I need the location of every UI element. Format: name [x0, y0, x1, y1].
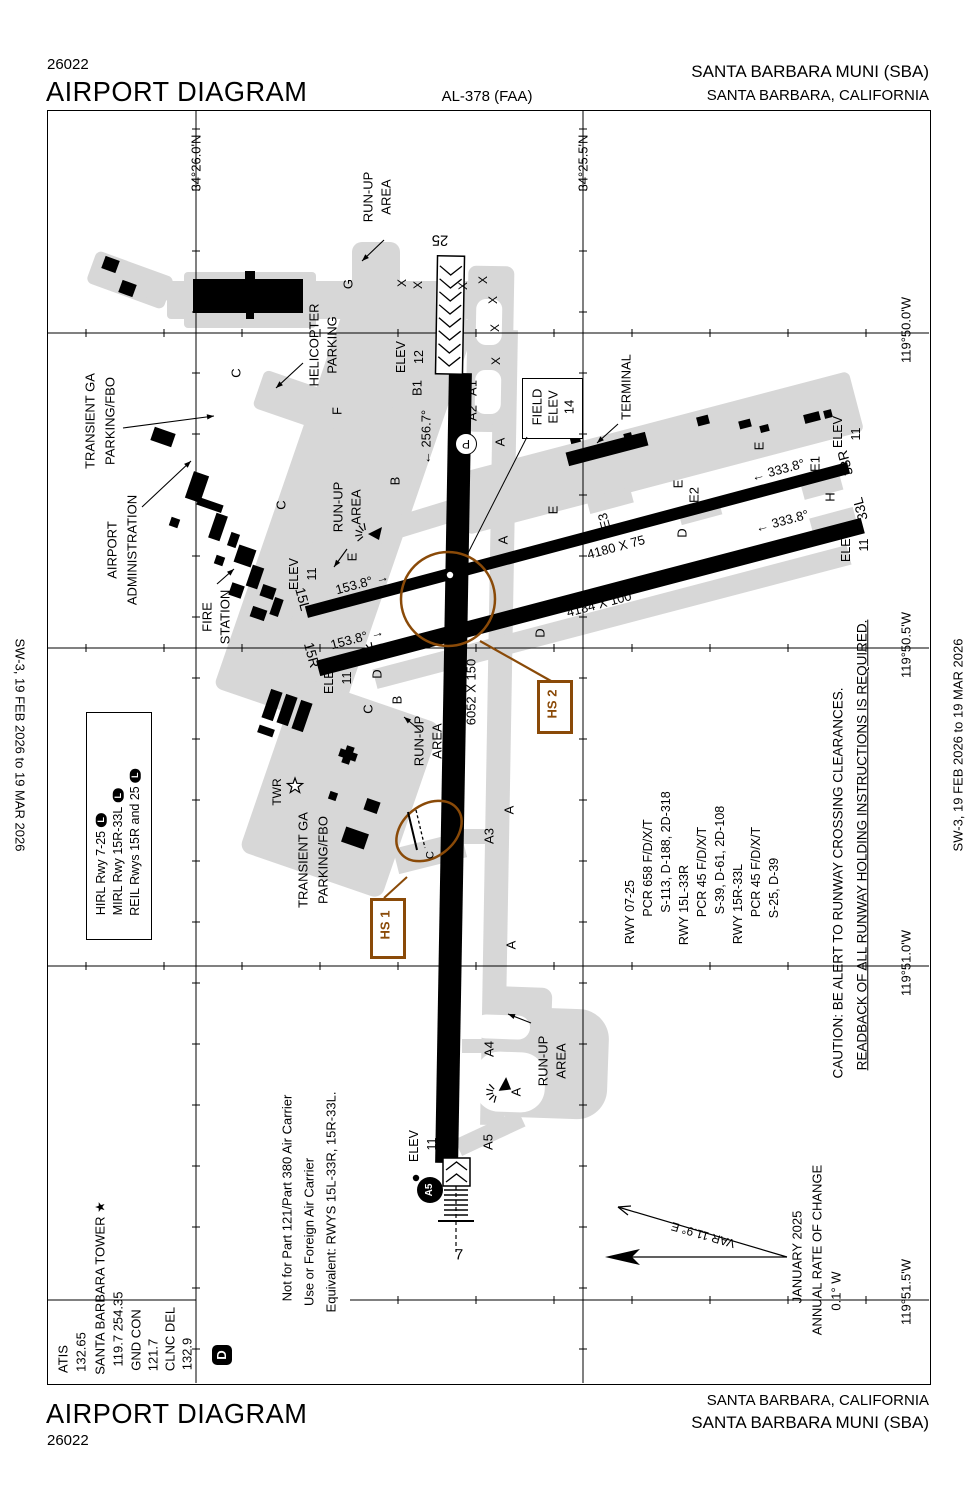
edge-date-left: SW-3, 19 FEB 2026 to 19 MAR 2026: [12, 638, 28, 852]
label-runways-hdg25: [420, 410, 433, 464]
label-text: ELEV: [830, 416, 845, 448]
label-variation-date: [791, 1211, 804, 1304]
label-grid-lon-2: [900, 930, 913, 996]
label-comm-datalink: [212, 1345, 232, 1365]
label-text: HELICOPTER: [306, 303, 322, 387]
label-text: RWY 15L-33R: [676, 864, 691, 946]
label-text: A: [492, 437, 508, 447]
label-text: 153.8° →: [333, 568, 391, 598]
label-runways-n33r: [835, 449, 855, 477]
label-runways-dim725: [465, 659, 478, 726]
label-text: HIRL Rwy 7-25: [93, 830, 108, 916]
label-lighting-l3: [129, 768, 142, 915]
label-taxiways-h: [824, 492, 837, 501]
label-text: X: [488, 323, 502, 333]
pilot-controlled-lighting-icon: L: [96, 813, 107, 827]
label-text: A: [495, 535, 511, 545]
edge-date-right: SW-3, 19 FEB 2026 to 19 MAR 2026: [950, 638, 966, 852]
label-text: 15L: [292, 585, 314, 613]
label-text: JANUARY 2025: [789, 1210, 805, 1304]
label-text: 15R: [300, 640, 324, 670]
label-text: A5: [480, 1134, 496, 1150]
label-text: RWY 07-25: [622, 879, 637, 945]
label-text: 132.65: [73, 1332, 89, 1372]
label-text: FIELD: [529, 388, 545, 426]
label-text: D: [214, 1350, 229, 1360]
label-text: CAUTION: BE ALERT TO RUNWAY CROSSING CLEARANCES.: [830, 687, 846, 1079]
label-facilities-twr: [271, 778, 283, 805]
label-facilities-tga1: [84, 373, 97, 469]
label-facilities-term: [620, 354, 633, 420]
airport-name-bottom: SANTA BARBARA MUNI (SBA): [691, 1413, 929, 1432]
label-text: 121.7: [145, 1338, 161, 1372]
label-runways-n33l: [850, 496, 870, 522]
label-runways-elev33l: [858, 539, 871, 552]
label-taxiways-parking: [455, 433, 477, 455]
label-taxiways-b: [391, 696, 404, 705]
label-field_elev-l2: [547, 390, 560, 423]
label-text: E: [751, 441, 767, 451]
label-text: FIRE: [199, 602, 215, 632]
label-text: 25: [431, 231, 449, 249]
label-text: ← 256.7°: [418, 409, 434, 465]
label-grid-lon-3: [900, 1259, 913, 1325]
label-facilities-runup1: [362, 172, 375, 223]
label-text: GND CON: [128, 1309, 144, 1371]
label-taxiways-a5: [482, 1134, 495, 1150]
label-taxiways-a: [510, 1088, 523, 1097]
label-text: 14: [561, 399, 577, 415]
label-taxiways-e: [547, 506, 560, 515]
label-comm-twr_label: [94, 1201, 107, 1374]
label-text: Use or Foreign Air Carrier: [301, 1157, 317, 1307]
label-taxiways-a: [494, 438, 507, 447]
label-comm-twr: [112, 1292, 125, 1367]
label-runways-hdg33l: [754, 508, 810, 535]
label-variation-rate1: [811, 1165, 824, 1335]
label-text: ELEV: [545, 390, 561, 424]
label-text: TRANSIENT GA: [295, 812, 311, 908]
label-text: ATIS: [55, 1345, 71, 1373]
label-text: 0.1° W: [828, 1271, 844, 1311]
label-facilities-heli2: [326, 316, 339, 374]
label-taxiways-e2: [688, 487, 701, 503]
label-text: E2: [686, 487, 702, 503]
label-text: HS 1: [377, 910, 393, 940]
label-variation-rate2: [830, 1271, 843, 1310]
airport-city-bottom: SANTA BARBARA, CALIFORNIA: [706, 1392, 929, 1409]
label-text: 119°51.0'W: [898, 930, 914, 996]
label-text: PCR 45 F/D/X/T: [748, 826, 763, 918]
label-runways-elev_label: [832, 416, 845, 448]
label-runways-n15r: [302, 641, 322, 669]
label-text: RUN-UP: [411, 715, 427, 767]
label-text: TERMINAL: [618, 354, 634, 420]
label-taxiways-b: [389, 477, 402, 486]
chart-id: AL-378 (FAA): [441, 88, 533, 105]
label-text: 34°26.0'N: [188, 134, 204, 192]
label-caution-c1: [831, 687, 845, 1078]
label-variation-var: [670, 1220, 736, 1250]
label-text: ELEV: [838, 530, 853, 562]
label-runways-n7: [455, 1247, 464, 1262]
label-taxiways-e: [455, 542, 468, 551]
label-text: E3: [594, 511, 614, 531]
label-runways-elev_label: [840, 530, 853, 562]
label-taxiways-e1: [809, 456, 822, 472]
label-text: 119.7 254.35: [110, 1291, 126, 1367]
label-taxiways-closed_mark: [457, 282, 469, 290]
label-notes-n1: [281, 1095, 294, 1302]
label-text: 12: [411, 350, 426, 364]
label-text: PCR 658 F/D/X/T: [640, 819, 655, 917]
label-facilities-tga1: [297, 812, 310, 908]
label-text: E: [453, 541, 469, 551]
airport-city-top: SANTA BARBARA, CALIFORNIA: [706, 87, 929, 104]
label-taxiways-closed_mark: [412, 281, 424, 289]
label-text: PARKING: [324, 316, 340, 374]
chart-code-bottom: 26022: [47, 1432, 89, 1449]
label-text: ← 333.8°: [753, 506, 811, 536]
label-runway_data-r2b: [714, 806, 727, 914]
label-text: 4184 X 100: [564, 588, 634, 620]
label-caution-c2: [855, 620, 869, 1071]
label-text: RWY 15R-33L: [730, 863, 745, 945]
label-taxiways-d: [371, 669, 384, 678]
label-text: X: [489, 356, 503, 366]
label-taxiways-d: [676, 528, 689, 537]
label-text: 153.8° →: [328, 623, 386, 653]
label-taxiways-closed_mark: [487, 296, 499, 304]
pilot-controlled-lighting-icon: L: [113, 789, 124, 803]
label-runways-hdg33r: [750, 457, 806, 484]
label-notes-n2: [303, 1158, 316, 1306]
label-text: A2: [464, 405, 480, 421]
label-text: A: [508, 1087, 524, 1097]
label-text: ANNUAL RATE OF CHANGE: [809, 1164, 825, 1336]
page-title: AIRPORT DIAGRAM: [46, 76, 308, 107]
label-text: MIRL Rwy 15R-33L: [110, 806, 125, 916]
label-hotspots-hs2: [546, 690, 559, 719]
label-field_elev-l1: [531, 389, 544, 426]
label-taxiways-e: [672, 480, 685, 489]
label-text: 132.9: [179, 1337, 195, 1371]
label-text: REIL Rwys 15R and 25: [127, 786, 142, 916]
label-text: A4: [481, 1041, 497, 1057]
label-hotspots-hs1: [379, 911, 392, 940]
label-text: SANTA BARBARA TOWER ★: [92, 1201, 108, 1375]
label-facilities-fire1: [201, 602, 214, 632]
label-comm-clnc_label: [164, 1307, 177, 1371]
label-text: F: [329, 407, 345, 415]
label-facilities-runup1: [413, 716, 426, 767]
label-text: 11: [848, 427, 863, 441]
label-text: C: [424, 851, 437, 859]
label-text: 11: [856, 538, 871, 552]
label-text: Not for Part 121/Part 380 Air Carrier: [279, 1094, 295, 1302]
label-runways-elev33r: [850, 428, 863, 441]
label-taxiways-a: [505, 941, 518, 950]
label-grid-lon-1: [900, 612, 913, 678]
label-comm-atis_label: [57, 1345, 70, 1373]
label-facilities-fire2: [219, 590, 232, 644]
label-text: S-25, D-39: [766, 857, 781, 919]
label-text: 11: [424, 1137, 439, 1151]
label-text: X: [486, 295, 500, 305]
label-facilities-adm1: [106, 521, 119, 579]
label-text: 4180 X 75: [585, 532, 647, 562]
label-facilities-heli1: [308, 303, 321, 386]
label-facilities-tga2: [104, 377, 117, 465]
label-runways-n25: [432, 232, 449, 247]
label-taxiways-closed_mark: [477, 276, 489, 284]
label-text: STATION: [217, 589, 233, 645]
label-text: ELEV: [286, 558, 301, 590]
label-taxiways-a2: [466, 405, 479, 421]
label-taxiways-c: [230, 368, 243, 377]
label-runways-elev_label: [395, 341, 408, 373]
label-text: READBACK OF ALL RUNWAY HOLDING INSTRUCTIONS IS REQUIRED.: [854, 619, 870, 1071]
label-text: RUN-UP: [330, 481, 346, 533]
label-text: 11: [339, 671, 354, 685]
label-text: 7: [454, 1246, 464, 1264]
label-runways-dim1533l: [565, 589, 633, 619]
label-facilities-runup2: [380, 179, 393, 214]
label-text: AREA: [429, 723, 445, 759]
label-text: ELEV: [393, 341, 408, 373]
label-runway_data-r1b: [660, 791, 673, 912]
label-runway_data-r2: [678, 865, 691, 945]
label-text: TWR: [270, 778, 284, 806]
label-text: ELEV: [406, 1130, 421, 1162]
label-text: H: [822, 492, 838, 502]
label-text: 6052 X 150: [463, 658, 479, 726]
label-comm-gnd: [147, 1339, 160, 1372]
label-text: 34°25.5'N: [575, 134, 591, 192]
label-text: 076.7° →: [436, 1050, 452, 1106]
label-facilities-runup1: [332, 482, 345, 533]
label-taxiways-a: [503, 806, 516, 815]
label-text: E: [344, 552, 360, 562]
label-grid-lat-0: [190, 135, 203, 192]
label-taxiways-c: [275, 500, 288, 509]
label-runways-elev_label: [288, 558, 301, 590]
label-taxiways-e: [753, 442, 766, 451]
label-text: E: [545, 505, 561, 515]
label-text: X: [456, 281, 470, 291]
label-text: X: [395, 278, 409, 288]
label-runways-hdg7: [438, 1051, 451, 1105]
label-text: HS 2: [544, 689, 560, 719]
label-taxiways-a1: [466, 380, 479, 396]
label-text: AREA: [348, 489, 364, 525]
label-text: 119°51.5'W: [898, 1259, 914, 1325]
label-runways-elev_label: [408, 1130, 421, 1162]
label-text: D: [674, 528, 690, 538]
label-taxiways-a4: [483, 1041, 496, 1057]
label-text: 119°50.0'W: [898, 297, 914, 363]
label-runways-elev15l: [306, 568, 319, 581]
label-notes-n3: [325, 1092, 338, 1313]
label-text: RUN-UP: [535, 1035, 551, 1087]
label-comm-atis: [75, 1332, 88, 1372]
label-text: AREA: [378, 179, 394, 215]
label-text: A: [501, 805, 517, 815]
label-text: S-113, D-188, 2D-318: [658, 791, 673, 913]
label-text: A3: [481, 828, 497, 844]
label-text: 33L: [849, 495, 871, 523]
label-runways-dim1533r: [586, 533, 647, 561]
label-facilities-runup2: [555, 1043, 568, 1078]
label-runways-hdg15r: [329, 625, 385, 652]
label-runway_data-r1: [624, 880, 637, 944]
label-taxiways-c: [426, 851, 437, 859]
label-text: PARKING/FBO: [102, 377, 118, 465]
label-comm-gnd_label: [130, 1309, 143, 1370]
label-field_elev-value: [563, 400, 576, 414]
label-text: P: [462, 437, 471, 451]
label-runways-elev15r: [341, 672, 354, 685]
label-taxiways-closed_mark: [489, 324, 501, 332]
label-lighting-l1: [95, 813, 108, 915]
label-runway_data-r3a: [750, 827, 763, 917]
label-text: A: [503, 940, 519, 950]
label-runway_data-r1a: [642, 819, 655, 916]
label-facilities-tga2: [317, 816, 330, 904]
label-text: D: [532, 628, 548, 638]
label-text: D: [369, 669, 385, 679]
label-facilities-runup2: [431, 723, 444, 758]
label-runways-als7: [417, 1177, 443, 1203]
label-taxiways-b1: [411, 380, 424, 396]
label-taxiways-closed_mark: [396, 279, 408, 287]
label-text: VAR 11.9° E: [669, 1219, 737, 1251]
label-text: ← 333.8°: [749, 455, 807, 485]
label-taxiways-c: [362, 704, 375, 713]
label-text: B: [389, 695, 405, 705]
label-runways-elev_label: [323, 662, 336, 694]
label-grid-lon-0: [900, 297, 913, 363]
label-text: A1: [464, 380, 480, 396]
label-text: PCR 45 F/D/X/T: [694, 826, 709, 918]
label-text: S-39, D-61, 2D-108: [712, 805, 727, 915]
label-taxiways-e3: [596, 512, 613, 531]
label-text: C: [360, 704, 376, 714]
label-text: ELEV: [321, 662, 336, 694]
label-text: Equivalent: RWYS 15L-33R, 15R-33L.: [323, 1091, 339, 1313]
label-text: TRANSIENT GA: [82, 373, 98, 469]
label-text: CLNC DEL: [162, 1306, 178, 1372]
label-text: B: [387, 476, 403, 486]
page-title-bottom: AIRPORT DIAGRAM: [46, 1398, 308, 1429]
label-runways-elev25: [413, 350, 426, 364]
label-facilities-runup2: [350, 489, 363, 524]
label-text: 119°50.5'W: [898, 612, 914, 678]
label-text: 11: [304, 567, 319, 581]
label-text: PARKING/FBO: [315, 816, 331, 904]
label-text: E: [670, 479, 686, 489]
label-runways-hdg15l: [334, 570, 390, 597]
label-taxiways-closed_mark: [490, 357, 502, 365]
label-runway_data-r3: [732, 864, 745, 944]
label-text: 33R: [833, 448, 857, 478]
label-runway_data-r2a: [696, 827, 709, 917]
label-grid-lat-1: [577, 135, 590, 192]
label-taxiways-e: [346, 553, 359, 562]
label-text: AREA: [553, 1043, 569, 1079]
label-lighting-l2: [112, 789, 125, 916]
label-runway_data-r3b: [768, 858, 781, 918]
label-taxiways-a3: [483, 828, 496, 844]
label-text: X: [411, 280, 425, 290]
label-text: ADMINISTRATION: [124, 494, 140, 606]
label-facilities-runup1: [537, 1036, 550, 1087]
label-text: B1: [409, 380, 425, 396]
airport-name-top: SANTA BARBARA MUNI (SBA): [691, 62, 929, 81]
label-facilities-adm2: [126, 495, 139, 605]
label-text: G: [340, 278, 356, 290]
label-text: C: [273, 500, 289, 510]
label-text: RUN-UP: [360, 171, 376, 223]
label-text: A5: [424, 1183, 435, 1197]
label-text: AIRPORT: [104, 521, 120, 579]
label-taxiways-g: [342, 279, 355, 289]
label-taxiways-f: [331, 407, 344, 415]
label-taxiways-a: [497, 536, 510, 545]
label-taxiways-d: [534, 628, 547, 637]
label-text: C: [228, 368, 244, 378]
label-runways-elev7: [426, 1138, 439, 1151]
pilot-controlled-lighting-icon: L: [130, 768, 141, 782]
label-text: E1: [807, 456, 823, 472]
label-comm-clnc: [181, 1338, 194, 1371]
label-text: X: [476, 275, 490, 285]
chart-code-top: 26022: [47, 56, 89, 73]
